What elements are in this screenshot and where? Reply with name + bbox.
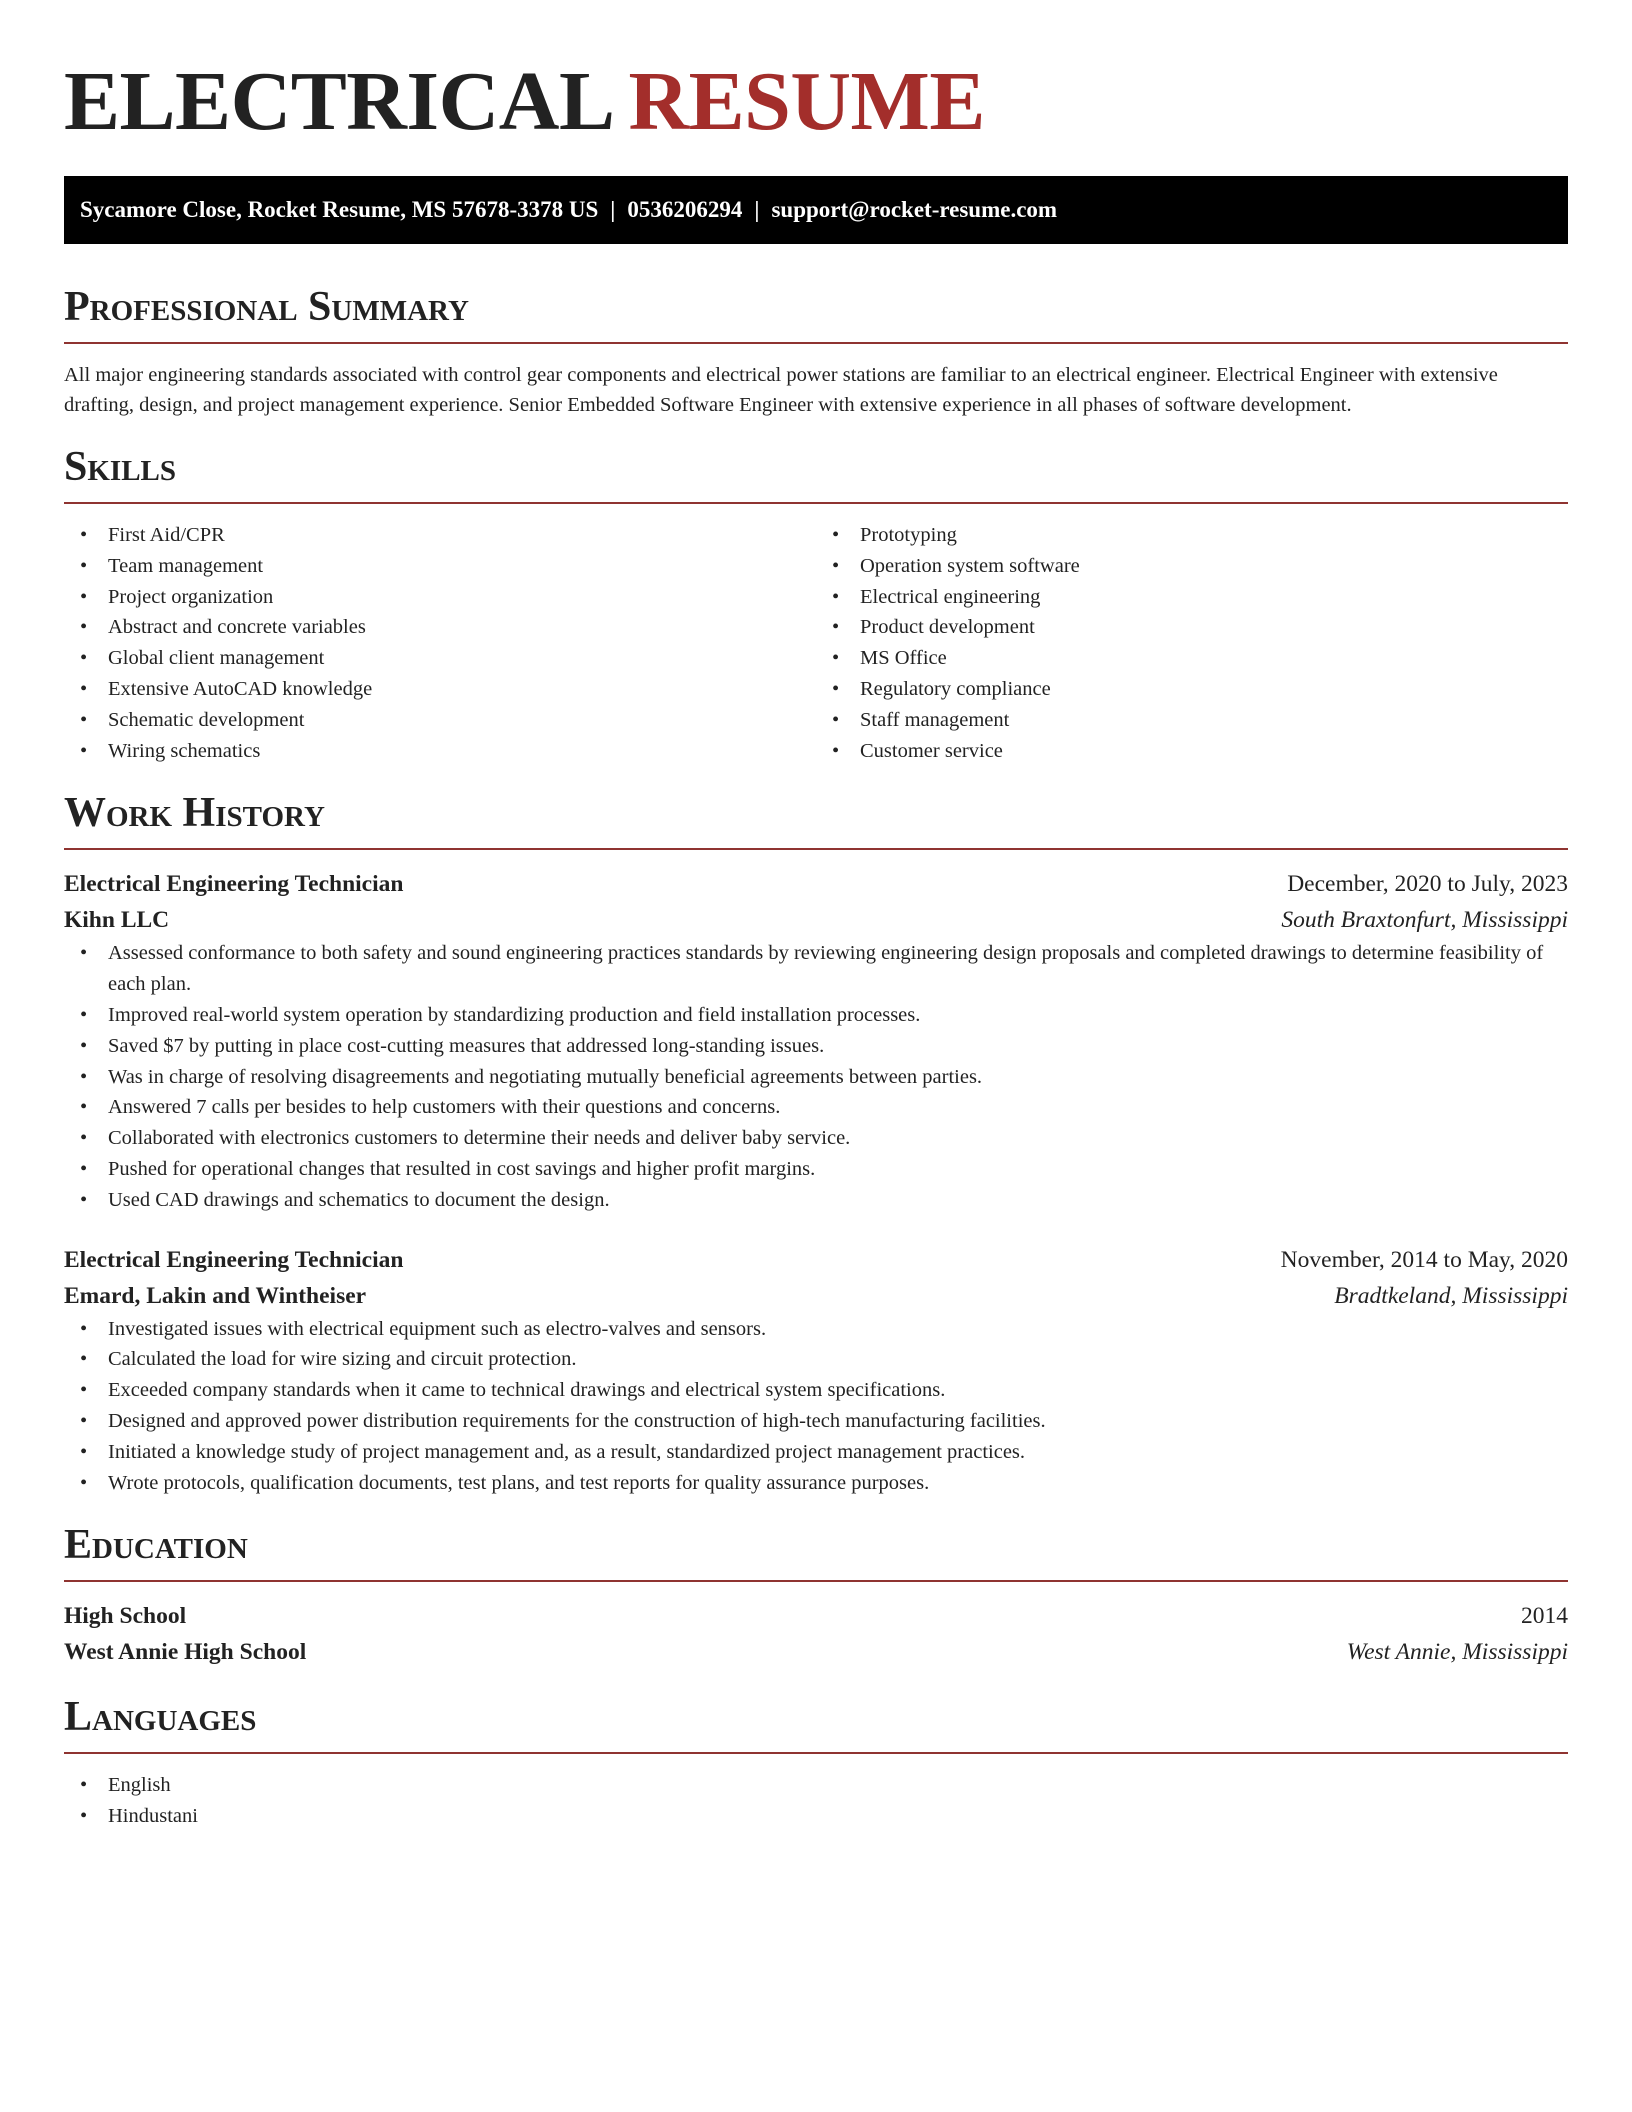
skill-item: • Operation system software: [816, 551, 1568, 582]
languages-list: [64, 1770, 1568, 1832]
job-location: Bradtkeland, Mississippi: [1334, 1282, 1568, 1309]
job-duty: • Wrote protocols, qualification documents, test plans, and test reports for quality assurance purposes.: [64, 1468, 1568, 1499]
contact-separator: |: [754, 197, 760, 222]
skills-list-right: [816, 520, 1568, 766]
resume-title: [64, 0, 1568, 162]
skill-item: • Project organization: [64, 582, 816, 613]
languages-section: [64, 1692, 1568, 1832]
job-duty: • Was in charge of resolving disagreements and negotiating mutually beneficial agreements between parties.: [64, 1062, 1568, 1093]
job-duty: • Assessed conformance to both safety and sound engineering practices standards by reviewing engineering design proposals and completed drawings to determine feasibility of each plan.: [64, 938, 1568, 1000]
job-duty: • Investigated issues with electrical equipment such as electro-valves and sensors.: [64, 1314, 1568, 1345]
education-location: West Annie, Mississippi: [1346, 1639, 1568, 1666]
job-entry: [64, 866, 1568, 1215]
summary-heading: Professional Summary: [64, 284, 469, 330]
job-header-row: [64, 1242, 1568, 1278]
skills-list-left: [64, 520, 816, 766]
skill-item: • Product development: [816, 612, 1568, 643]
contact-phone: 0536206294: [627, 197, 743, 222]
skills-heading: Skills: [64, 444, 177, 490]
language-item: • Hindustani: [64, 1801, 1568, 1832]
job-duty: • Pushed for operational changes that resulted in cost savings and higher profit margins.: [64, 1154, 1568, 1185]
education-degree: High School: [64, 1603, 187, 1630]
skill-item: • Electrical engineering: [816, 582, 1568, 613]
job-company: Emard, Lakin and Wintheiser: [64, 1282, 367, 1309]
job-duties-list: [64, 1314, 1568, 1499]
job-duty: • Calculated the load for wire sizing and circuit protection.: [64, 1344, 1568, 1375]
contact-bar: [64, 176, 1568, 244]
education-school: West Annie High School: [64, 1639, 307, 1666]
section-divider: [64, 1752, 1568, 1754]
section-divider: [64, 342, 1568, 344]
job-title: Electrical Engineering Technician: [64, 871, 404, 898]
job-header-row: [64, 866, 1568, 902]
skill-item: • Staff management: [816, 705, 1568, 736]
contact-address: Sycamore Close, Rocket Resume, MS 57678-3378 US: [80, 197, 599, 222]
skill-item: • Extensive AutoCAD knowledge: [64, 674, 816, 705]
job-company-row: [64, 1278, 1568, 1314]
education-heading: Education: [64, 1522, 248, 1569]
job-duty: • Collaborated with electronics customers to determine their needs and deliver baby service.: [64, 1123, 1568, 1154]
job-duty: • Improved real-world system operation by standardizing production and field installation processes.: [64, 1000, 1568, 1031]
skill-item: • MS Office: [816, 643, 1568, 674]
skill-item: • First Aid/CPR: [64, 520, 816, 551]
job-duty: • Designed and approved power distribution requirements for the construction of high-tech manufacturing facilities.: [64, 1406, 1568, 1437]
section-divider: [64, 848, 1568, 850]
section-divider: [64, 1580, 1568, 1582]
title-part-resume: RESUME: [628, 55, 985, 148]
education-year: 2014: [1521, 1603, 1568, 1630]
job-duties-list: [64, 938, 1568, 1215]
summary-section: [64, 282, 1568, 420]
job-duty: • Saved $7 by putting in place cost-cutting measures that addressed long-standing issues.: [64, 1031, 1568, 1062]
job-duty: • Used CAD drawings and schematics to document the design.: [64, 1185, 1568, 1216]
title-part-electrical: ELECTRICAL: [64, 55, 615, 148]
contact-separator: |: [610, 197, 616, 222]
job-duty: • Initiated a knowledge study of project management and, as a result, standardized project management practices.: [64, 1437, 1568, 1468]
job-title: Electrical Engineering Technician: [64, 1246, 404, 1273]
skills-grid: [64, 520, 1568, 766]
skill-item: • Team management: [64, 551, 816, 582]
work-history-heading: Work History: [64, 790, 325, 837]
skill-item: • Customer service: [816, 736, 1568, 767]
education-degree-row: [64, 1598, 1568, 1634]
work-history-section: [64, 788, 1568, 1498]
language-item: • English: [64, 1770, 1568, 1801]
job-entry: [64, 1242, 1568, 1499]
job-dates: November, 2014 to May, 2020: [1280, 1246, 1568, 1273]
skill-item: • Prototyping: [816, 520, 1568, 551]
job-location: South Braxtonfurt, Mississippi: [1281, 907, 1568, 934]
education-school-row: [64, 1634, 1568, 1670]
skill-item: • Regulatory compliance: [816, 674, 1568, 705]
job-company: Kihn LLC: [64, 907, 170, 934]
job-company-row: [64, 902, 1568, 938]
section-divider: [64, 502, 1568, 504]
summary-text: All major engineering standards associated with control gear components and electrical power stations are familiar to an electrical engineer. Electrical Engineer with extensive drafting, design, and project management experience. Senior Embedded Software Engineer with extensive experience in all phases of software development.: [64, 364, 1498, 416]
skill-item: • Schematic development: [64, 705, 816, 736]
job-duty: • Exceeded company standards when it came to technical drawings and electrical system specifications.: [64, 1375, 1568, 1406]
skill-item: • Global client management: [64, 643, 816, 674]
skills-section: [64, 442, 1568, 766]
contact-email: support@rocket-resume.com: [771, 197, 1058, 222]
job-dates: December, 2020 to July, 2023: [1287, 871, 1568, 898]
languages-heading: Languages: [64, 1694, 257, 1741]
job-duty: • Answered 7 calls per besides to help customers with their questions and concerns.: [64, 1092, 1568, 1123]
skill-item: • Abstract and concrete variables: [64, 612, 816, 643]
skill-item: • Wiring schematics: [64, 736, 816, 767]
education-entry: [64, 1598, 1568, 1670]
education-section: [64, 1520, 1568, 1670]
